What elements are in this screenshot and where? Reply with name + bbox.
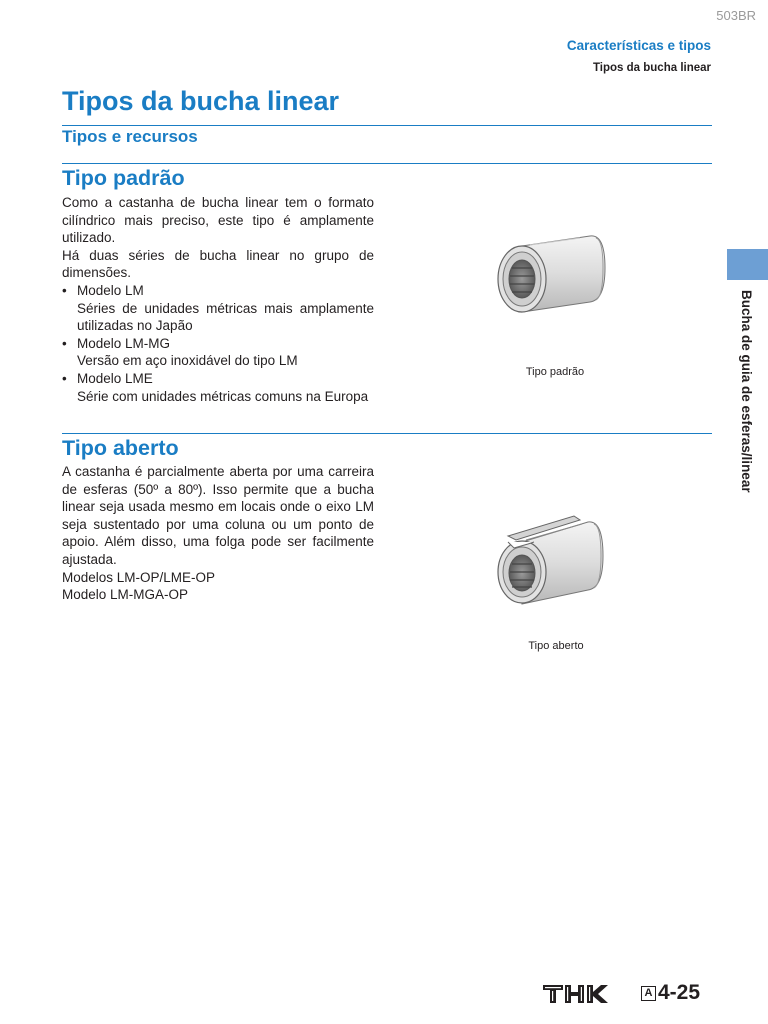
list-item: [62, 282, 374, 300]
model-bullet-list: [62, 282, 374, 405]
model-name: Modelo LM-MG: [77, 335, 171, 351]
catalog-code: 503BR: [716, 8, 756, 23]
header-section-title: Características e tipos: [566, 38, 711, 53]
standard-type-caption: Tipo padrão: [525, 366, 585, 378]
standard-intro-paragraph: Há duas séries de bucha linear no grupo de dimensões.: [62, 247, 374, 281]
section-letter-box: A: [641, 986, 656, 1001]
section-subtitle: Tipos e recursos: [62, 127, 198, 146]
list-item: [62, 335, 374, 353]
bullet-symbol: •: [62, 282, 67, 298]
open-type-caption: Tipo aberto: [528, 640, 584, 652]
standard-intro-paragraph: Como a castanha de bucha linear tem o formato cilíndrico mais preciso, este tipo é amplamente utilizado.: [62, 195, 374, 246]
title-divider: [62, 125, 712, 126]
page-number: 4-25: [658, 981, 701, 1004]
section-divider: [62, 433, 712, 434]
model-name: Modelo LM: [77, 282, 144, 298]
page-number-block: [641, 981, 700, 1005]
model-description: Séries de unidades métricas mais amplamente utilizadas no Japão: [77, 300, 374, 334]
standard-type-description: [62, 194, 374, 405]
bullet-symbol: •: [62, 370, 67, 386]
open-model-line: Modelos LM-OP/LME-OP: [62, 569, 216, 585]
header-subsection-title: Tipos da bucha linear: [592, 62, 711, 74]
chapter-side-tab: [727, 249, 768, 280]
model-name: Modelo LME: [77, 370, 153, 386]
bullet-symbol: •: [62, 335, 67, 351]
open-type-heading: Tipo aberto: [62, 436, 179, 460]
standard-type-heading: Tipo padrão: [62, 166, 185, 190]
open-bushing-illustration: [490, 512, 610, 608]
model-description: Série com unidades métricas comuns na Europa: [77, 388, 369, 404]
open-type-paragraph: A castanha é parcialmente aberta por uma carreira de esferas (50º a 80º). Isso permite que a bucha linear seja usada mesmo em locais onde o eixo LM seja sustentado por uma coluna ou um ponto de apoio. Além disso, uma folga pode ser facilmente ajustada.: [62, 464, 374, 567]
list-item: [62, 370, 374, 388]
chapter-side-label: Bucha de guia de esferas/linear: [739, 290, 754, 493]
model-description: Versão em aço inoxidável do tipo LM: [77, 353, 298, 369]
open-type-description: [62, 463, 374, 604]
open-model-line: Modelo LM-MGA-OP: [62, 587, 189, 603]
page-title: Tipos da bucha linear: [62, 86, 340, 116]
thk-logo: [542, 983, 608, 1005]
subtitle-divider: [62, 163, 712, 164]
standard-bushing-illustration: [490, 232, 610, 328]
